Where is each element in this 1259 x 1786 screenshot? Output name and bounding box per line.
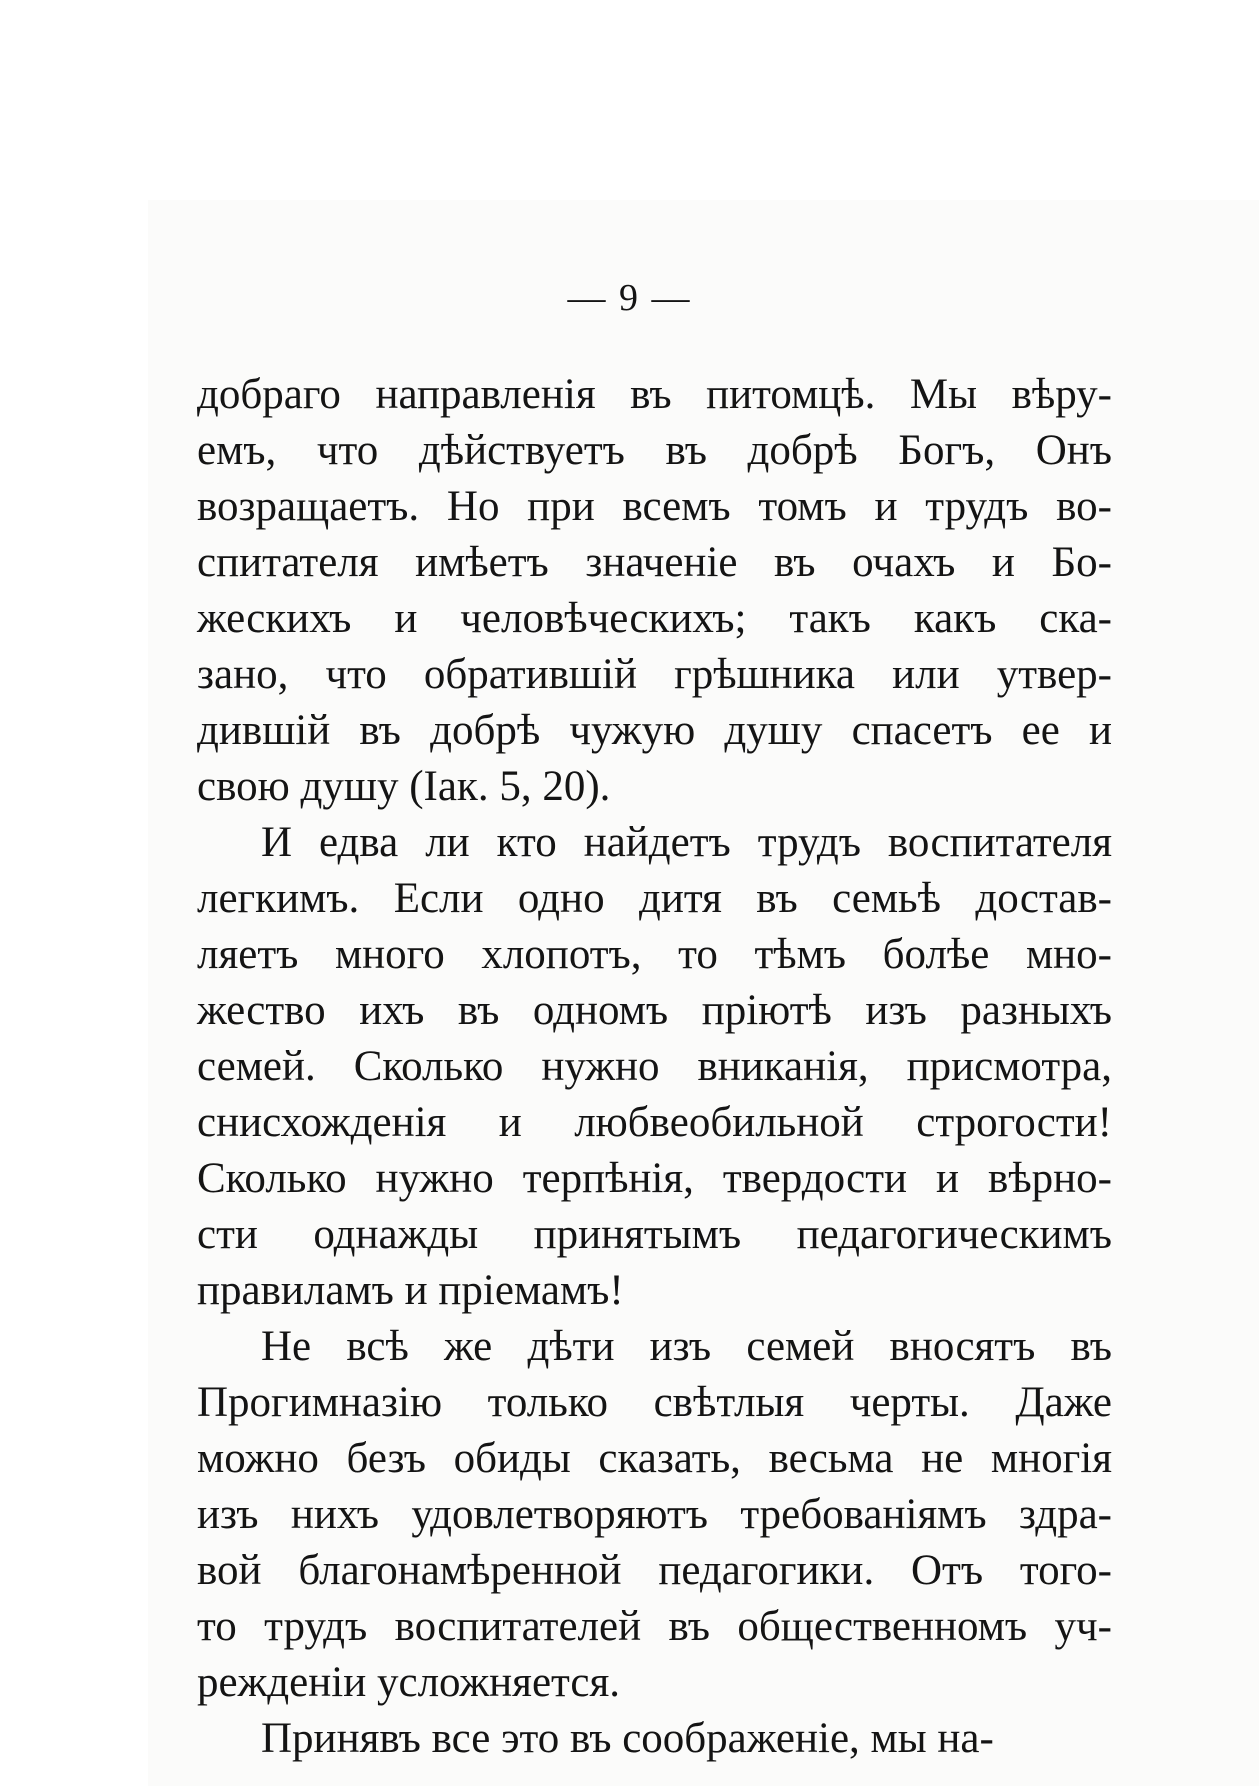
text-line: И едва ли кто найдетъ трудъ воспитателя — [261, 819, 1112, 866]
text-line: дившій въ добрѣ чужую душу спасетъ ее и — [197, 707, 1112, 754]
text-line: можно безъ обиды сказать, весьма не многія — [197, 1435, 1112, 1482]
text-line: ляетъ много хлопотъ, то тѣмъ болѣе мно- — [197, 931, 1112, 978]
text-line: режденіи усложняется. — [197, 1659, 620, 1706]
text-line: емъ, что дѣйствуетъ въ добрѣ Богъ, Онъ — [197, 427, 1112, 474]
text-line: легкимъ. Если одно дитя въ семьѣ достав- — [197, 875, 1112, 922]
text-line: то трудъ воспитателей въ общественномъ уч- — [197, 1603, 1112, 1650]
text-line: сти однажды принятымъ педагогическимъ — [197, 1211, 1112, 1258]
page-number: — 9 — — [567, 277, 692, 319]
text-line: свою душу (Іак. 5, 20). — [197, 763, 611, 810]
text-line: жескихъ и человѣческихъ; такъ какъ ска- — [197, 595, 1112, 642]
text-line: жество ихъ въ одномъ пріютѣ изъ разныхъ — [197, 987, 1112, 1034]
text-line: добраго направленія въ питомцѣ. Мы вѣру- — [197, 371, 1112, 418]
body-text — [197, 367, 1112, 1767]
text-line: Сколько нужно терпѣнія, твердости и вѣрно- — [197, 1155, 1112, 1202]
text-line: Прогимназію только свѣтлыя черты. Даже — [197, 1379, 1112, 1426]
text-line: Принявъ все это въ соображеніе, мы на- — [261, 1715, 994, 1762]
text-line: правиламъ и пріемамъ! — [197, 1267, 624, 1314]
text-line: зано, что обратившій грѣшника или утвер- — [197, 651, 1112, 698]
text-line: возращаетъ. Но при всемъ томъ и трудъ во- — [197, 483, 1112, 530]
text-line: спитателя имѣетъ значеніе въ очахъ и Бо- — [197, 539, 1112, 586]
text-line: снисхожденія и любвеобильной строгости! — [197, 1099, 1112, 1146]
text-line: вой благонамѣренной педагогики. Отъ того- — [197, 1547, 1112, 1594]
text-line: изъ нихъ удовлетворяютъ требованіямъ здра- — [197, 1491, 1112, 1538]
text-line: Не всѣ же дѣти изъ семей вносятъ въ — [261, 1323, 1112, 1370]
text-line: семей. Сколько нужно вниканія, присмотра, — [197, 1043, 1112, 1090]
